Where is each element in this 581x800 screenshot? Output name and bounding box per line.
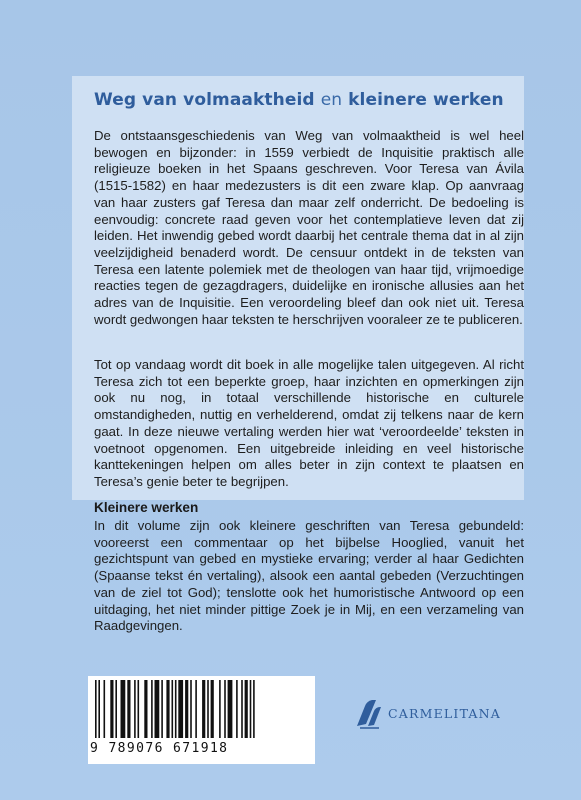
section-paragraph: In dit volume zijn ook kleinere geschriften van Teresa gebundeld: vooreerst een commentaar op het bijbelse Hooglied, vanuit het gezichtspunt van gebed en mystieke ervaring; verder al haar Gedichten (Spaanse tekst én vertaling), alsook een aantal gebeden (Verzuchtingen van de ziel tot God); tenslotte ook het humoristische Antwoord op een uitdaging, het niet minder pittige Zoek je in Mij, en een verzameling van Raadgevingen. — [94, 518, 524, 634]
intro-paragraph-history: De ontstaansgeschiedenis van Weg van volmaaktheid is wel heel bewogen en bijzonder: in 1559 verbiedt de Inquisitie praktisch alle religieuze boeken in het Spaans geschreven. Voor Teresa van Ávila (1515-1582) en haar medezusters is dit een zware klap. Op aanvraag van haar zusters gaf Teresa dan maar zelf onderricht. De bedoeling is eenvoudig: concrete raad geven voor het contemplatieve leven dat zij leiden. Het inwendig gebed wordt daarbij het centrale thema dat in al zijn veelzijdigheid benaderd wordt. De censuur ontdekt in de teksten van Teresa een latente polemiek met de theologen van haar tijd, vrijmoedige reacties tegen de gezagdragers, duidelijke en ironische allusies aan het adres van de Inquisitie. Een veroordeling bleef dan ook niet uit. Teresa wordt gedwongen haar teksten te herschrijven vooraleer ze te publiceren. — [94, 128, 524, 327]
barcode-icon — [93, 680, 310, 738]
carmelitana-logo-icon — [354, 697, 382, 729]
publisher-mark — [354, 697, 501, 729]
publisher-name: CARMELITANA — [388, 705, 502, 721]
barcode-label — [88, 676, 315, 764]
book-title-secondary: kleinere werken — [348, 90, 504, 110]
book-title — [94, 90, 524, 110]
book-title-connector: en — [320, 90, 343, 110]
book-title-main: Weg van volmaaktheid — [94, 90, 315, 110]
section-heading: Kleinere werken — [94, 500, 199, 515]
intro-paragraph-relevance: Tot op vandaag wordt dit boek in alle mogelijke talen uitgegeven. Al richt Teresa zich tot een beperkte groep, haar inzichten en opmerkingen zijn ook nu nog, in totaal verschillende historische en culturele omstandigheden, nuttig en verhelderend, omdat zij telkens naar de kern gaat. In deze nieuwe vertaling werden hier wat ‘veroordeelde’ teksten in voetnoot opgenomen. Een uitgebreide inleiding en veel historische kanttekeningen helpen om alles beter in zijn context te plaatsen en Teresa’s genie beter te begrijpen. — [94, 357, 524, 489]
isbn-number: 9 789076 671918 — [90, 741, 229, 756]
